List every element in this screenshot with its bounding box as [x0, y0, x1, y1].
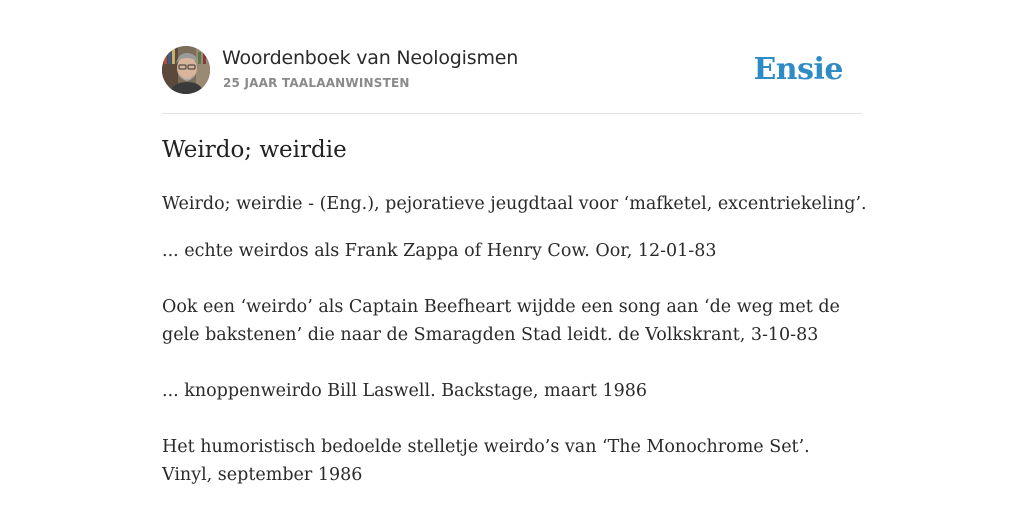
header-divider — [162, 113, 862, 114]
page — [162, 0, 867, 512]
entry-definition: Weirdo; weirdie - (Eng.), pejoratieve jeugdtaal voor ‘mafketel, excentriekeling’. — [162, 194, 867, 214]
citation: ... echte weirdos als Frank Zappa of Henry Cow. Oor, 12-01-83 — [162, 241, 717, 261]
blog-name[interactable]: Woordenboek van Neologismen — [222, 47, 519, 69]
entry-title: Weirdo; weirdie — [162, 137, 347, 163]
brand-logo[interactable]: Ensie — [753, 52, 843, 87]
blog-subtitle: 25 JAAR TAALAANWINSTEN — [223, 76, 410, 90]
avatar-image — [162, 46, 210, 94]
site-header — [162, 46, 862, 96]
citation: Ook een ‘weirdo’ als Captain Beefheart wijdde een song aan ‘de weg met de gele bakstenen’ die naar de Smaragden Stad leidt. de Volkskrant, 3-10-83 — [162, 297, 840, 345]
citation: Het humoristisch bedoelde stelletje weirdo’s van ‘The Monochrome Set’. Vinyl, september 1986 — [162, 437, 810, 485]
avatar[interactable] — [162, 46, 210, 94]
citation: ... knoppenweirdo Bill Laswell. Backstage, maart 1986 — [162, 381, 647, 401]
